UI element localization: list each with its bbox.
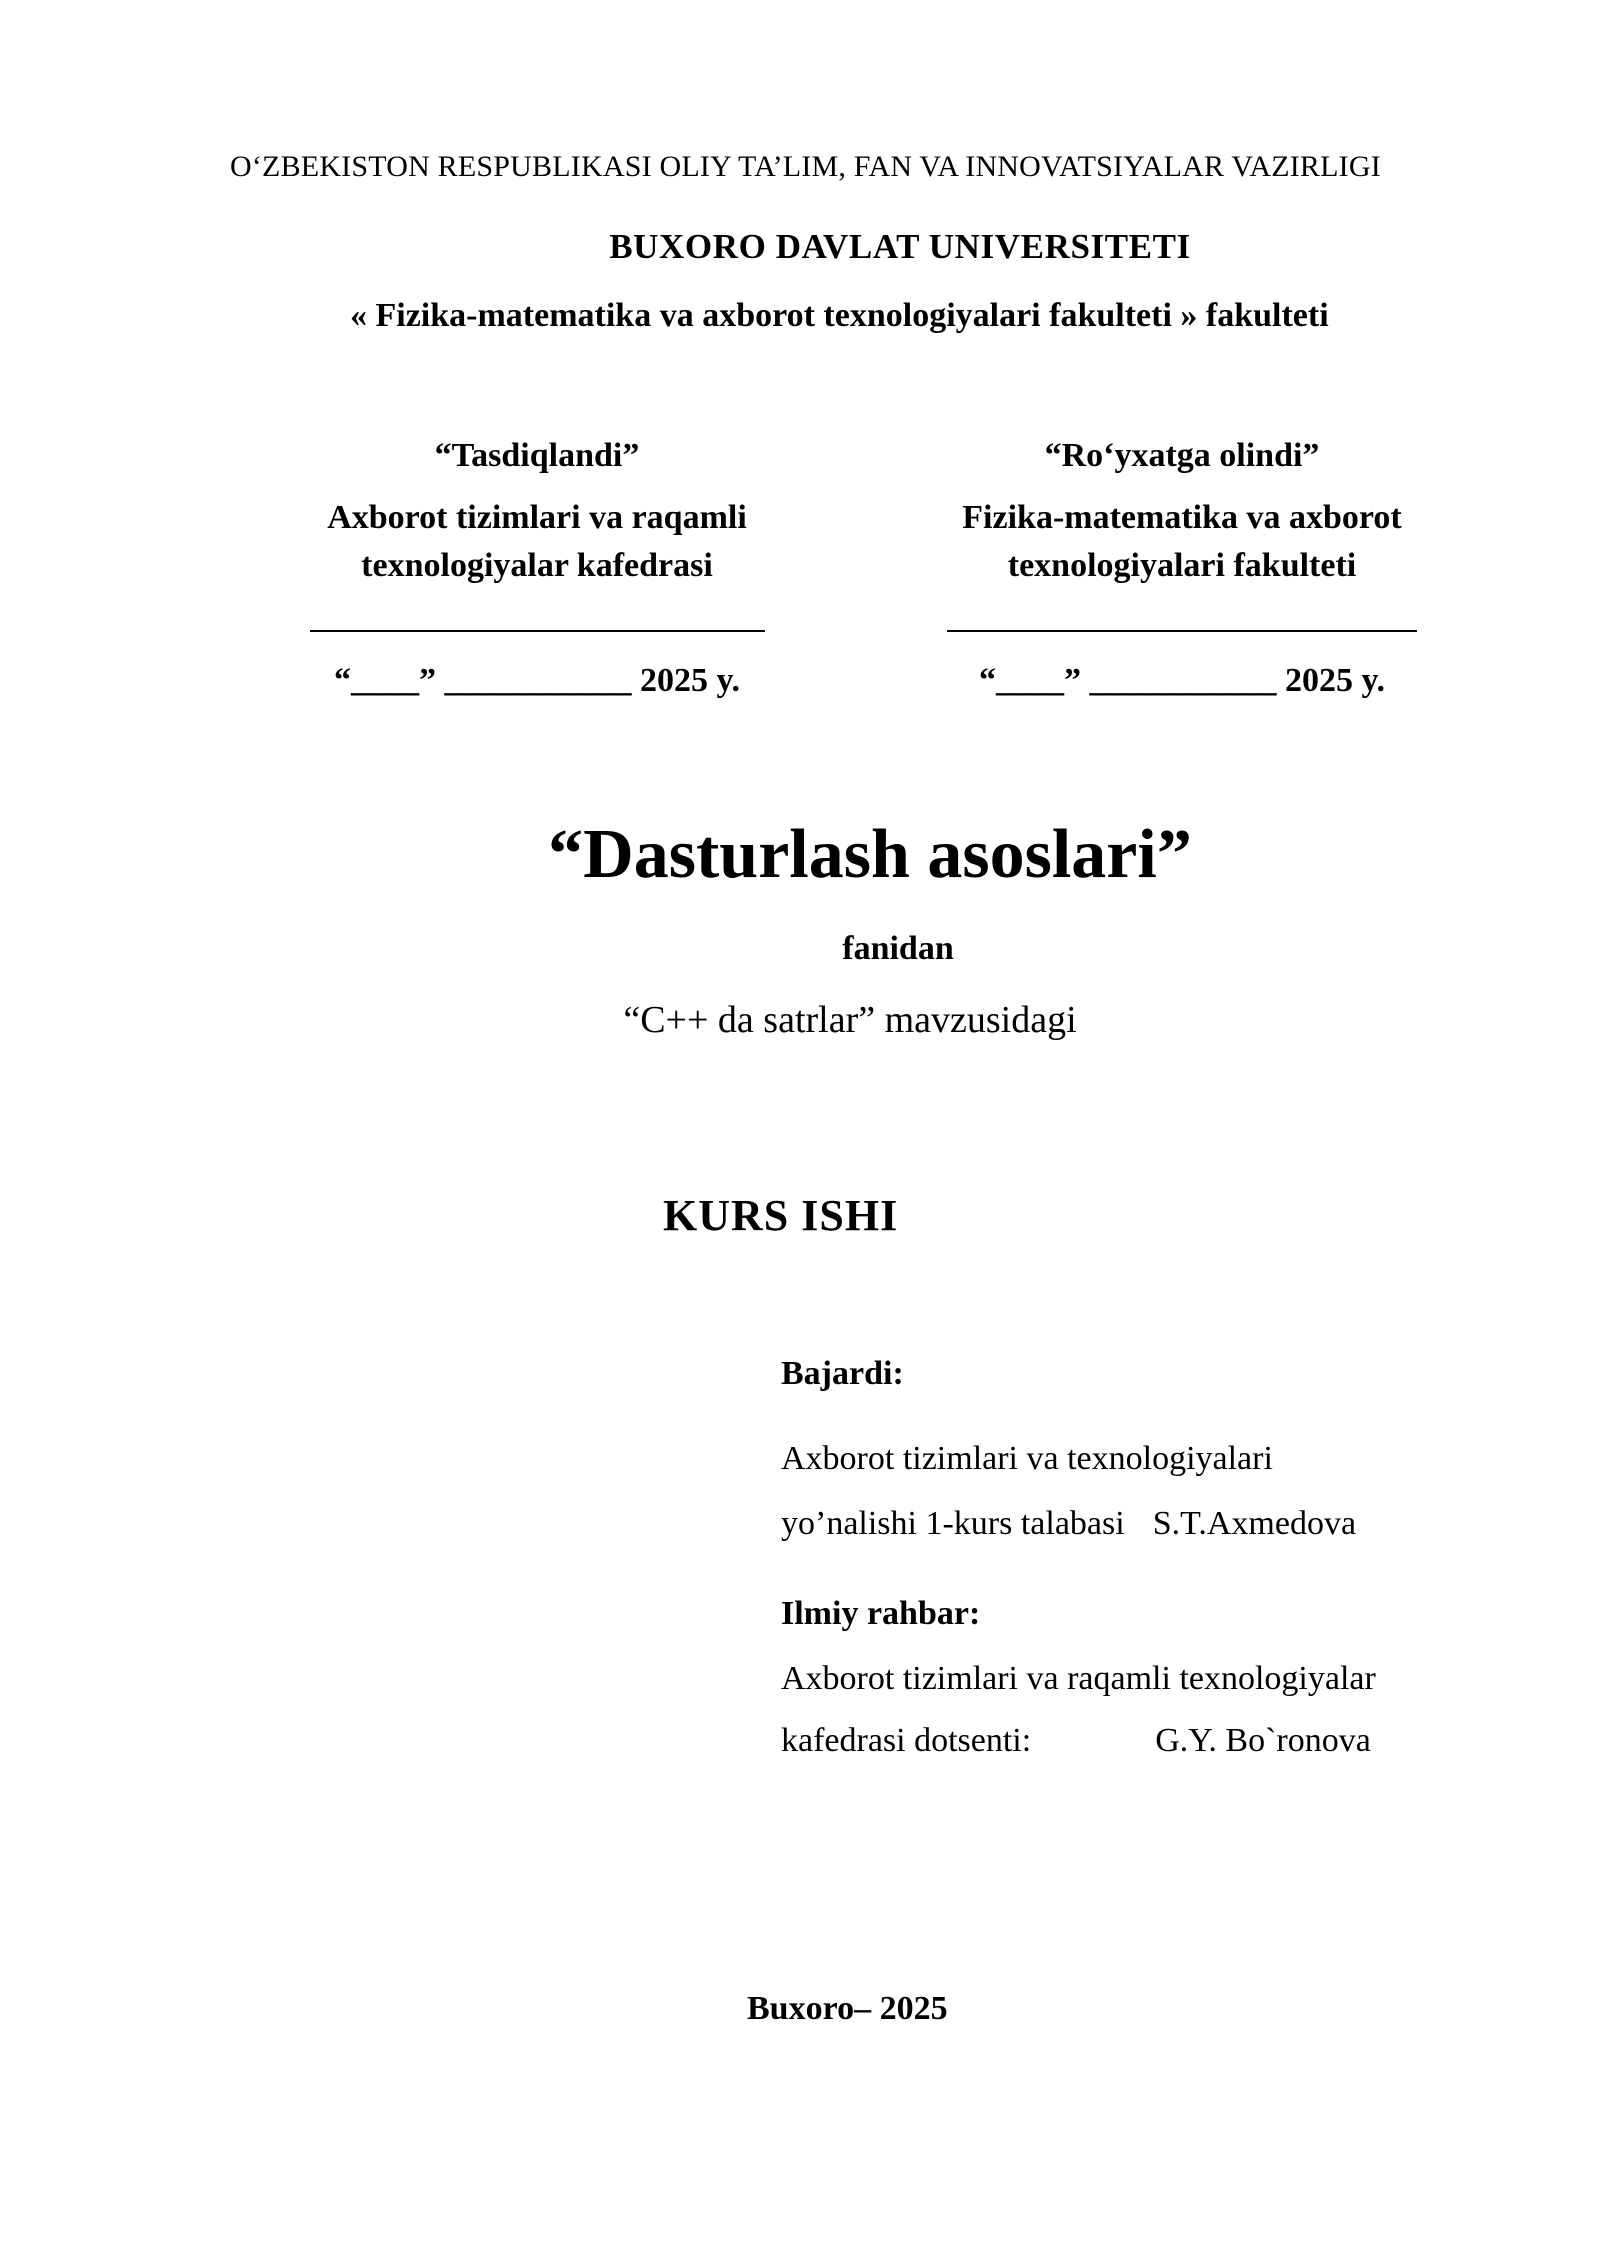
approval-block-left — [257, 432, 817, 700]
approval-department: Axborot tizimlari va raqamli texnologiyalar kafedrasi — [327, 499, 747, 584]
signature-line — [310, 630, 765, 632]
performer-program: Axborot tizimlari va texnologiyalari — [781, 1440, 1273, 1477]
faculty-heading: « Fizika-matematika va axborot texnologiyalari fakulteti » fakulteti — [350, 297, 1329, 334]
ministry-heading: O‘ZBEKISTON RESPUBLIKASI OLIY TA’LIM, FAN VA INNOVATSIYALAR VAZIRLIGI — [230, 150, 1381, 183]
registration-date: “____” ___________ 2025 y. — [978, 662, 1386, 699]
course-topic: “C++ da satrlar” mavzusidagi — [623, 999, 1077, 1041]
supervisor-details — [781, 1722, 1371, 1760]
supervisor-department: Axborot tizimlari va raqamli texnologiyalar — [781, 1660, 1376, 1697]
signature-line — [947, 630, 1417, 632]
performer-details — [781, 1505, 1356, 1543]
work-type-title: KURS ISHI — [663, 1191, 899, 1240]
performer-role: yo’nalishi 1-kurs talabasi — [781, 1505, 1125, 1542]
registration-faculty: Fizika-matematika va axborot texnologiyalari fakulteti — [962, 499, 1402, 584]
approval-title: “Tasdiqlandi” — [434, 437, 640, 474]
course-suffix: fanidan — [842, 930, 954, 967]
supervisor-role: kafedrasi dotsenti: — [781, 1722, 1032, 1759]
university-heading: BUXORO DAVLAT UNIVERSITETI — [609, 227, 1191, 266]
supervisor-name: G.Y. Bo`ronova — [1155, 1722, 1371, 1759]
footer-place-year: Buxoro– 2025 — [747, 1990, 948, 2027]
approval-date: “____” ___________ 2025 y. — [333, 662, 741, 699]
registration-title: “Ro‘yxatga olindi” — [1044, 437, 1320, 474]
approval-block-right — [902, 432, 1462, 700]
supervisor-label: Ilmiy rahbar: — [781, 1595, 981, 1632]
course-name: “Dasturlash asoslari” — [548, 816, 1192, 893]
performer-name: S.T.Axmedova — [1152, 1505, 1357, 1542]
performer-label: Bajardi: — [781, 1355, 904, 1392]
